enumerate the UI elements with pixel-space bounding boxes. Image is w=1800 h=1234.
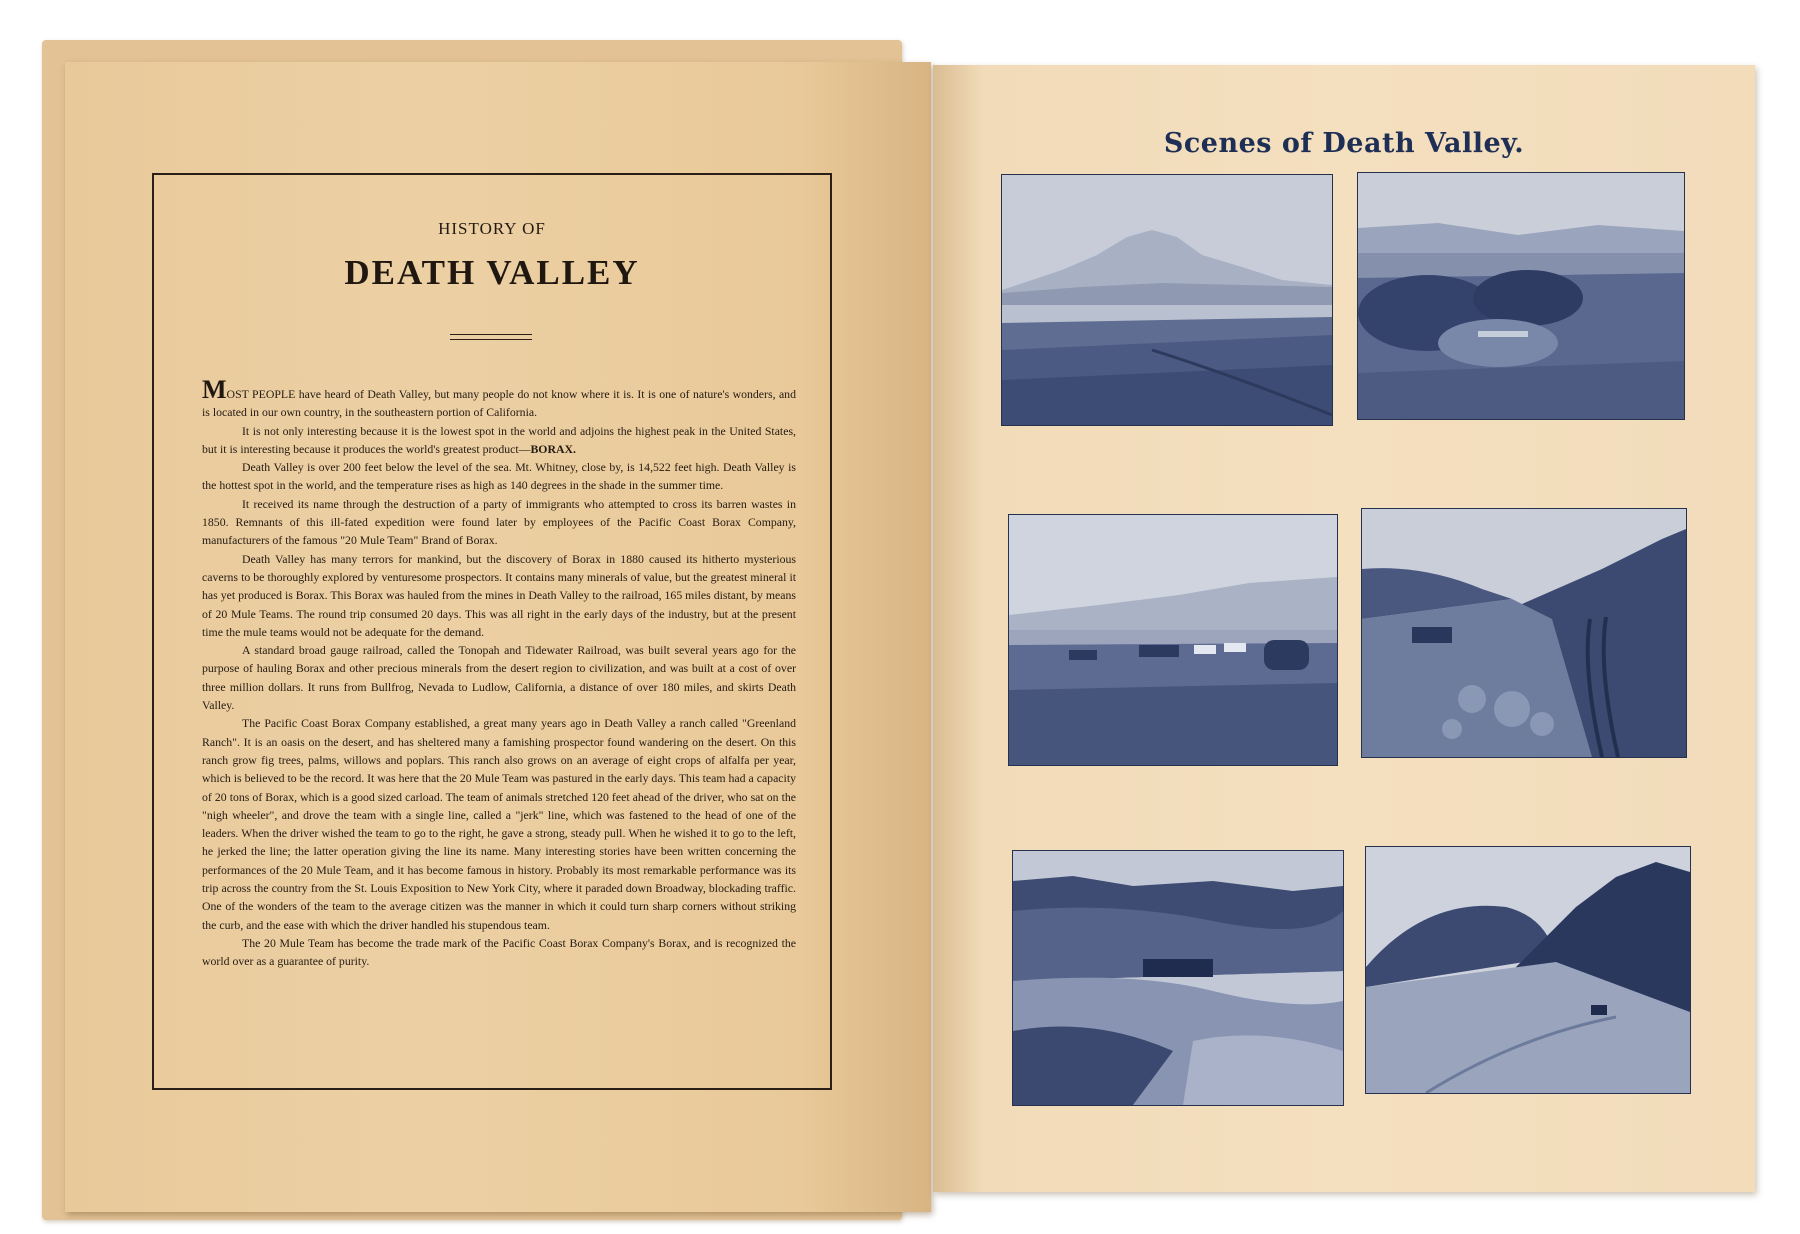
borax-emphasis: BORAX.: [530, 441, 576, 456]
scenes-title: Scenes of Death Valley.: [1163, 128, 1525, 159]
photo-desert-waterhole: [1357, 172, 1685, 420]
page-title-death-valley: DEATH VALLEY: [344, 253, 640, 292]
paragraph-1: [202, 375, 796, 422]
photo-railroad-canyon: [1361, 508, 1687, 758]
heading-history-of: HISTORY OF: [438, 219, 546, 238]
lead-caps: OST PEOPLE: [226, 387, 296, 401]
paragraph-1-text: have heard of Death Valley, but many people do not know where it is. It is one of nature's wonders, and is located in our own country, in the southeastern portion of California.: [202, 387, 796, 420]
paragraph-7: The Pacific Coast Borax Company established, a great many years ago in Death Valley a ranch called "Greenland Ranch". It is an oasis on the desert, and has sheltered many a famishing prospector found wandering on the desert. On this ranch grow fig trees, palms, willows and poplars. This ranch also grows on an average of eight crops of alfalfa per year, which is believed to be the record. It was here that the 20 Mule Team was pastured in the early days. This team had a capacity of 20 tons of Borax, which is a good sized carload. The team of animals stretched 120 feet ahead of the driver, who sat on the "nigh wheeler", and drove the team with a single line, called a "jerk" line, which was fastened to the head of one of the leaders. When the driver wished the team to go to the right, he gave a strong, steady pull. When he wished it to go to the left, he jerked the line; the latter operation giving the line its name. Many interesting stories have been written concerning the performances of the 20 Mule Team, and it has become famous in history. Probably its most remarkable performance was its trip across the country from the St. Louis Exposition to New York City, where it paraded down Broadway, blockading traffic. One of the wonders of the team to the average citizen was the manner in which it could turn sharp corners without striking the curb, and the ease with which the driver handled his stupendous team.: [202, 716, 796, 932]
history-text-frame: [152, 173, 832, 1090]
title-divider: [450, 334, 532, 340]
photo-ranch-horses: [1008, 514, 1338, 766]
paragraph-4: It received its name through the destruction of a party of immigrants who attempted to cross its barren wastes in 1850. Remnants of this ill-fated expedition were found later by employees of the Pacific Coast Borax Company, manufacturers of the famous "20 Mule Team" Brand of Borax.: [202, 496, 796, 548]
photo-mountain-lake: [1001, 174, 1333, 426]
paragraph-6: A standard broad gauge railroad, called the Tonopah and Tidewater Railroad, was built several years ago for the purpose of hauling Borax and other precious minerals from the desert region to civilization, and was built at a cost of over three million dollars. It runs from Bullfrog, Nevada to Ludlow, California, a distance of over 180 miles, and skirts Death Valley.: [202, 643, 796, 713]
photo-rocky-canyon: [1365, 846, 1691, 1094]
history-body: [202, 375, 796, 971]
paragraph-8: The 20 Mule Team has become the trade mark of the Pacific Coast Borax Company's Borax, and is recognized the world over as a guarantee of purity.: [202, 935, 796, 969]
paragraph-2: [202, 422, 796, 459]
paragraph-5: Death Valley has many terrors for mankind, but the discovery of Borax in 1880 caused its hitherto mysterious caverns to be thoroughly explored by venturesome prospectors. It contains many minerals of value, but the greatest mineral it has yet produced is Borax. This Borax was hauled from the mines in Death Valley to the railroad, 165 miles distant, by means of 20 Mule Teams. The round trip consumed 20 days. This was all right in the early days of the industry, but at the present time the mule teams would not be adequate for the demand.: [202, 551, 796, 639]
photo-badlands-hills: [1012, 850, 1344, 1106]
paragraph-2-text: It is not only interesting because it is the lowest spot in the world and adjoins the highest peak in the United States, but it is interesting because it produces the world's greatest product—: [202, 423, 796, 456]
drop-cap: M: [202, 375, 227, 404]
paragraph-3: Death Valley is over 200 feet below the level of the sea. Mt. Whitney, close by, is 14,522 feet high. Death Valley is the hottest spot in the world, and the temperature rises as high as 140 degrees in the shade in the summer time.: [202, 460, 796, 493]
